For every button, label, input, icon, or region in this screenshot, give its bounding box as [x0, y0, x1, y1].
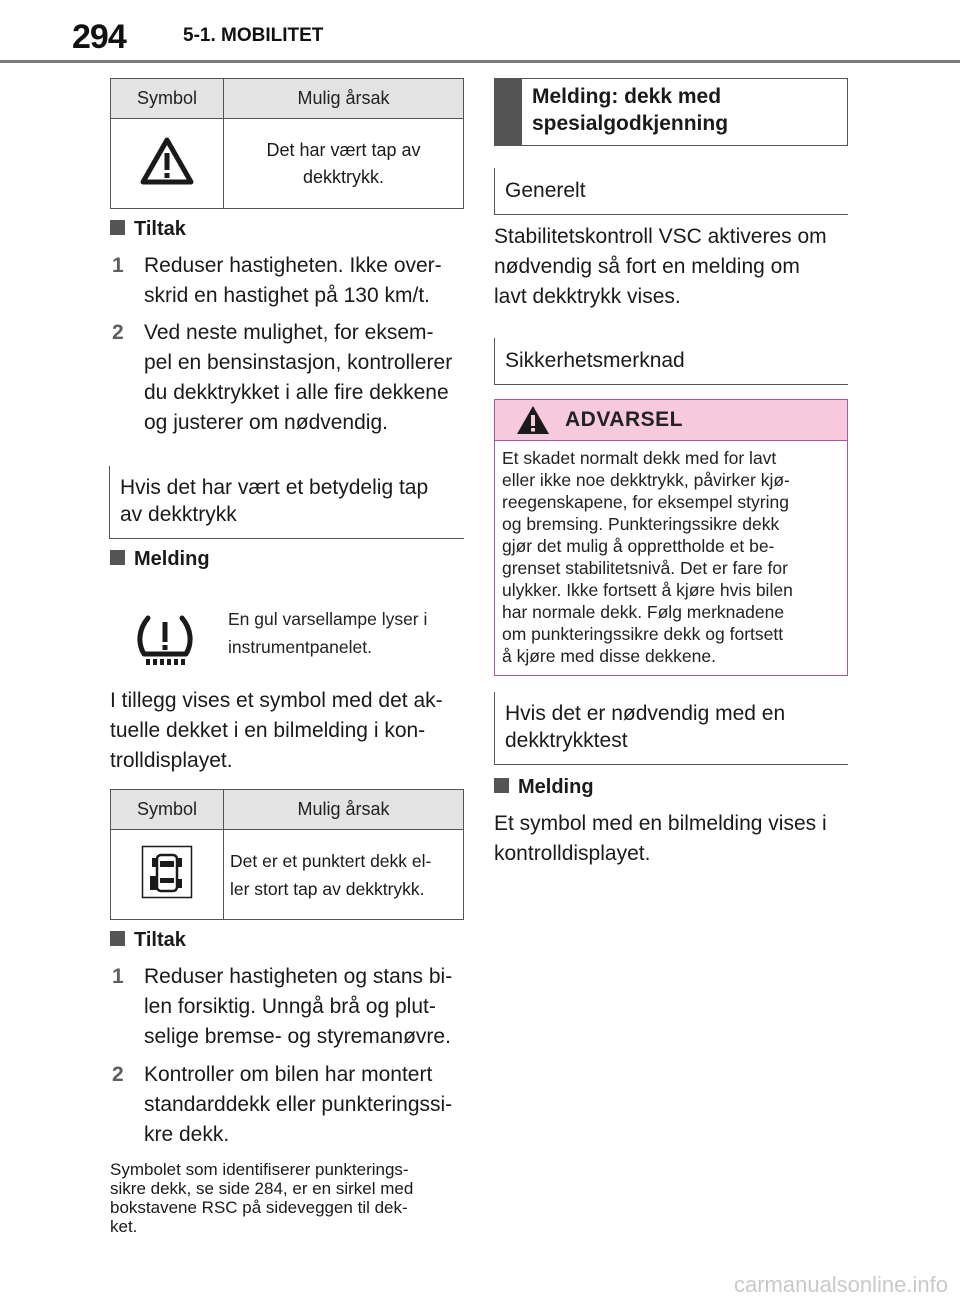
step-line: standarddekk eller punkteringssi-: [144, 1093, 453, 1116]
step-item: [112, 251, 464, 311]
callout-significant-loss: [109, 466, 464, 539]
callout-generelt: [494, 168, 848, 215]
heading-text: Tiltak: [134, 218, 186, 240]
warning-line: ulykker. Ikke fortsett å kjøre hvis bilen: [502, 580, 793, 600]
warning-text: [502, 447, 832, 667]
section-box-special-tires: [494, 78, 848, 146]
step-line: kre dekk.: [144, 1123, 230, 1146]
warning-line: reegenskapene, for eksempel styring: [502, 492, 789, 512]
warning-line: og bremsing. Punkteringssikre dekk: [502, 514, 780, 534]
callout-line: Hvis det har vært et betydelig tap: [120, 476, 429, 499]
melding-heading: [494, 776, 594, 799]
car-flat-tire-icon: [141, 845, 193, 899]
footnote-line: ket.: [110, 1217, 138, 1236]
lamp-line: En gul varsellampe lyser i: [228, 609, 428, 629]
box-title: [532, 83, 728, 137]
watermark: carmanualsonline.info: [733, 1272, 948, 1297]
footnote: [110, 1160, 413, 1236]
para-line: tuelle dekket i en bilmelding i kon-: [110, 719, 426, 742]
step-item: [112, 318, 464, 438]
heading-text: Melding: [518, 776, 594, 798]
symbol-table-2: [110, 789, 464, 920]
cause-cell: [224, 119, 464, 209]
table-header-cause: Mulig årsak: [224, 79, 464, 119]
tiltak-heading: [110, 929, 186, 952]
bullet-square-icon: [110, 931, 125, 946]
tire-pressure-warning-icon: [136, 614, 194, 668]
warning-triangle-icon: [516, 405, 550, 435]
bullet-square-icon: [494, 778, 509, 793]
box-title-line: Melding: dekk med: [532, 85, 722, 108]
callout-line: Hvis det er nødvendig med en: [505, 702, 786, 725]
table-header-cause: Mulig årsak: [224, 790, 464, 830]
box-title-line: spesialgodkjenning: [532, 112, 729, 135]
step-line: Reduser hastigheten. Ikke over-: [144, 254, 442, 277]
step-item: [112, 962, 464, 1052]
step-line: Ved neste mulighet, for eksem-: [144, 321, 434, 344]
para-line: trolldisplayet.: [110, 749, 233, 772]
callout-sikkerhet: [494, 338, 848, 385]
callout-line: Generelt: [505, 179, 586, 202]
bullet-square-icon: [110, 550, 125, 565]
warning-line: Et skadet normalt dekk med for lavt: [502, 448, 777, 468]
warning-line: å kjøre med disse dekkene.: [502, 646, 716, 666]
step-line: selige bremse- og styremanøvre.: [144, 1025, 451, 1048]
para-line: Et symbol med en bilmelding vises i: [494, 812, 827, 835]
cause-line: dekktrykk.: [302, 166, 385, 187]
warning-line: gjør det mulig å opprettholde et be-: [502, 536, 775, 556]
step-line: skrid en hastighet på 130 km/t.: [144, 284, 430, 307]
warning-title: ADVARSEL: [565, 408, 683, 431]
warning-header: [495, 400, 847, 441]
heading-text: Melding: [134, 548, 210, 570]
step-item: [112, 1060, 464, 1150]
callout-line: av dekktrykk: [120, 503, 237, 526]
callout-tire-test: [494, 692, 848, 765]
footnote-line: sikre dekk, se side 284, er en sirkel med: [110, 1179, 414, 1198]
para-line: Stabilitetskontroll VSC aktiveres om: [494, 225, 827, 248]
lamp-description: [228, 605, 427, 661]
melding-paragraph: [494, 809, 827, 869]
step-line: pel en bensinstasjon, kontrollerer: [144, 351, 453, 374]
warning-box: [494, 399, 848, 676]
cause-cell: [224, 830, 464, 920]
step-line: og justerer om nødvendig.: [144, 411, 388, 434]
footnote-line: Symbolet som identifiserer punkterings-: [110, 1160, 409, 1179]
warning-line: om punkteringssikre dekk og fortsett: [502, 624, 784, 644]
symbol-cell: [111, 830, 224, 920]
step-number: 1: [112, 965, 124, 988]
melding-heading: [110, 548, 210, 571]
warning-line: eller ikke noe dekktrykk, påvirker kjø-: [502, 470, 790, 490]
lamp-line: instrumentpanelet.: [228, 637, 372, 657]
box-accent-bar: [495, 79, 522, 145]
step-number: 2: [112, 321, 124, 344]
step-number: 1: [112, 254, 124, 277]
heading-text: Tiltak: [134, 929, 186, 951]
header-rule: [0, 60, 960, 63]
para-line: lavt dekktrykk vises.: [494, 285, 681, 308]
table-header-symbol: Symbol: [111, 79, 224, 119]
cause-line: ler stort tap av dekktrykk.: [230, 878, 425, 899]
symbol-cell: [111, 119, 224, 209]
warning-triangle-icon: [140, 137, 194, 185]
step-line: Reduser hastigheten og stans bi-: [144, 965, 453, 988]
cause-line: Det er et punktert dekk el-: [230, 850, 432, 871]
warning-line: grenset stabilitetsnivå. Det er fare for: [502, 558, 788, 578]
step-line: len forsiktig. Unngå brå og plut-: [144, 995, 436, 1018]
para-line: nødvendig så fort en melding om: [494, 255, 800, 278]
cause-line: Det har vært tap av: [266, 139, 421, 160]
callout-line: dekktrykktest: [505, 729, 628, 752]
symbol-table-1: [110, 78, 464, 209]
callout-line: Sikkerhetsmerknad: [505, 349, 685, 372]
tiltak-heading: [110, 218, 186, 241]
section-title: 5-1. MOBILITET: [183, 25, 324, 46]
generelt-paragraph: [494, 222, 827, 312]
step-line: du dekktrykket i alle fire dekkene: [144, 381, 449, 404]
table-header-symbol: Symbol: [111, 790, 224, 830]
melding-paragraph: [110, 686, 443, 776]
footnote-line: bokstavene RSC på sideveggen til dek-: [110, 1198, 408, 1217]
bullet-square-icon: [110, 220, 125, 235]
para-line: kontrolldisplayet.: [494, 842, 651, 865]
warning-line: har normale dekk. Følg merknadene: [502, 602, 785, 622]
para-line: I tillegg vises et symbol med det ak-: [110, 689, 443, 712]
step-line: Kontroller om bilen har montert: [144, 1063, 433, 1086]
step-number: 2: [112, 1063, 124, 1086]
page-number: 294: [72, 18, 126, 56]
